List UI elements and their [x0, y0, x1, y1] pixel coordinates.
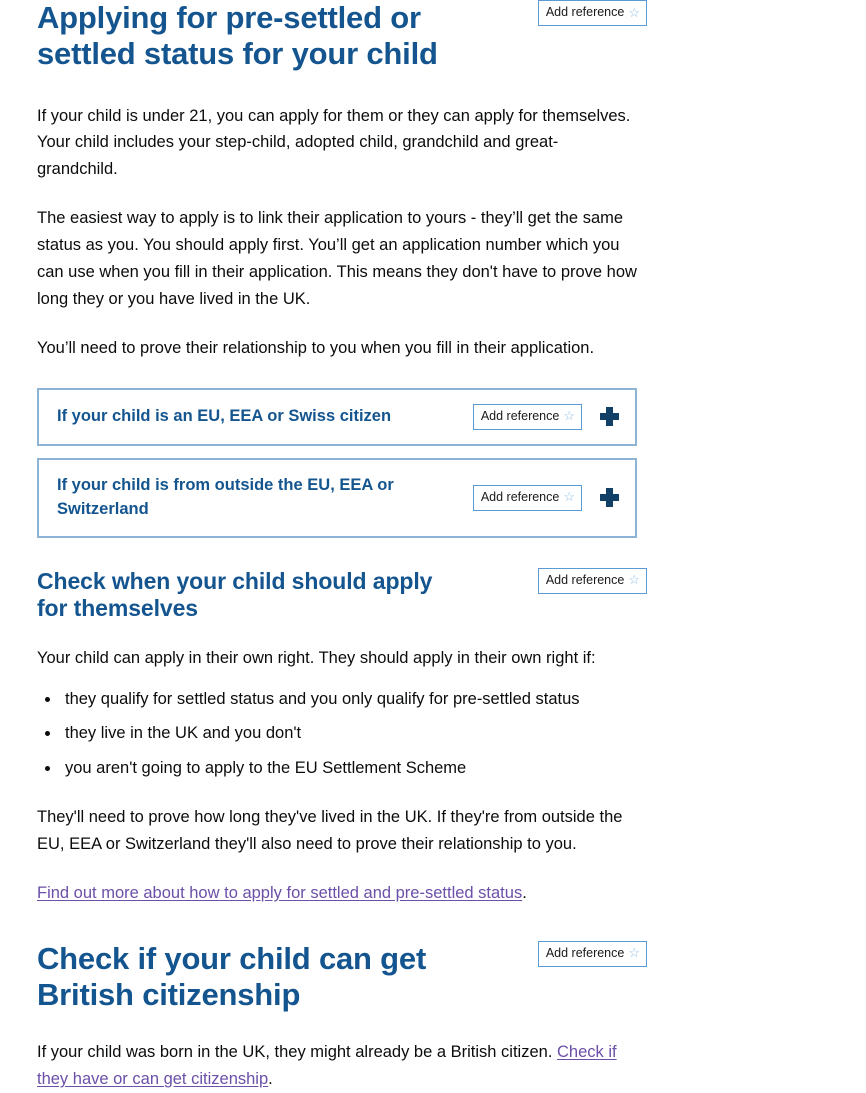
- add-reference-button-intro[interactable]: [538, 0, 647, 26]
- add-reference-label: Add reference: [545, 946, 625, 961]
- accordion-outside-eu-eea-switzerland[interactable]: [37, 458, 637, 538]
- page-title: Applying for pre-settled or settled status for your child: [37, 0, 438, 72]
- star-outline-icon: ☆: [563, 489, 575, 505]
- find-out-more-paragraph: [37, 880, 637, 907]
- section-header-intro: [37, 0, 647, 73]
- citizenship-paragraph: [37, 1039, 637, 1093]
- star-outline-icon: ☆: [628, 4, 640, 20]
- citizenship-text-before: If your child was born in the UK, they might already be a British citizen.: [37, 1043, 557, 1062]
- intro-paragraph-2: The easiest way to apply is to link their application to yours - they’ll get the same status as you. You should apply first. You’ll get an application number which you can use when you fill in their application. This means they don't have to prove how long they or you have lived in the UK.: [37, 209, 637, 308]
- star-outline-icon: ☆: [628, 945, 640, 961]
- section-title-check-when: Check when your child should apply for themselves: [37, 567, 433, 622]
- accordion-title: If your child is an EU, EEA or Swiss citizen: [57, 406, 392, 425]
- document-content: [37, 0, 647, 1093]
- plus-icon[interactable]: [600, 407, 619, 426]
- list-item: • you aren't going to apply to the EU Settlement Scheme: [61, 755, 647, 782]
- section-title-citizenship: Check if your child can get British citizenship: [37, 940, 427, 1013]
- list-item: • they live in the UK and you don't: [61, 720, 647, 747]
- add-reference-button-citizenship[interactable]: [538, 941, 647, 967]
- list-item: • they qualify for settled status and you only qualify for pre-settled status: [61, 686, 647, 713]
- find-out-more-link[interactable]: Find out more about how to apply for settled and pre-settled status: [37, 884, 523, 903]
- citizenship-text-after: .: [268, 1070, 273, 1089]
- section-header-citizenship: [37, 941, 647, 1014]
- intro-paragraph-3: You’ll need to prove their relationship to you when you fill in their application.: [37, 338, 595, 357]
- intro-paragraph-1: If your child is under 21, you can apply for them or they can apply for themselves. Your child includes your step-child, adopted child, grandchild and great-grandchild.: [37, 106, 631, 179]
- check-when-lead-paragraph: Your child can apply in their own right. They should apply in their own right if:: [37, 648, 596, 667]
- check-citizenship-link[interactable]: Check if they have or can get citizenship: [37, 1043, 617, 1089]
- check-when-bullet-list: [37, 686, 647, 783]
- star-outline-icon: ☆: [563, 408, 575, 424]
- check-when-after-paragraph: They'll need to prove how long they've lived in the UK. If they're from outside the EU, EEA or Switzerland they'll also need to prove their relationship to you.: [37, 808, 623, 854]
- accordion-controls: [473, 404, 619, 430]
- add-reference-label: Add reference: [480, 408, 560, 423]
- add-reference-button-accordion-1[interactable]: [473, 404, 582, 430]
- section-header-check-when: [37, 568, 647, 623]
- accordion-title: If your child is from outside the EU, EEA or Switzerland: [57, 475, 394, 518]
- add-reference-label: Add reference: [545, 572, 625, 587]
- accordion-eu-eea-swiss-citizen[interactable]: [37, 388, 637, 446]
- add-reference-label: Add reference: [480, 489, 560, 504]
- add-reference-button-check-when[interactable]: [538, 568, 647, 594]
- star-outline-icon: ☆: [628, 572, 640, 587]
- plus-icon[interactable]: [600, 488, 619, 507]
- add-reference-label: Add reference: [545, 5, 625, 20]
- accordion-controls: [473, 485, 619, 511]
- find-out-more-suffix: .: [522, 884, 527, 903]
- add-reference-button-accordion-2[interactable]: [473, 485, 582, 511]
